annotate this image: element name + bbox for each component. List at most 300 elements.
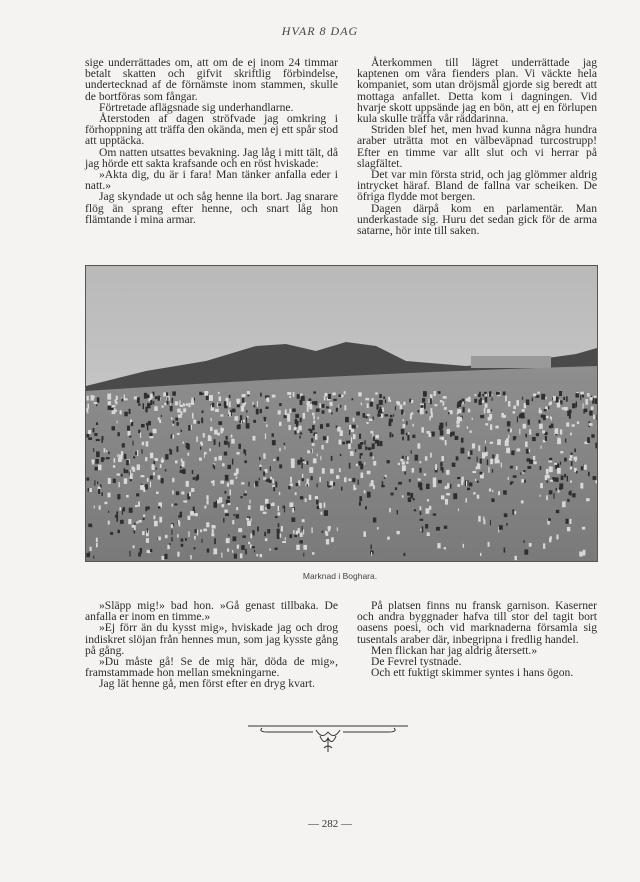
crowd-figure bbox=[455, 436, 459, 440]
crowd-figure bbox=[243, 535, 246, 537]
crowd-figure bbox=[283, 506, 285, 509]
crowd-figure bbox=[292, 408, 296, 411]
crowd-figure bbox=[497, 439, 501, 445]
crowd-figure bbox=[522, 409, 525, 412]
crowd-figure bbox=[397, 510, 398, 514]
crowd-figure bbox=[556, 510, 559, 513]
crowd-figure bbox=[457, 484, 460, 487]
crowd-figure bbox=[145, 407, 147, 413]
crowd-figure bbox=[232, 550, 233, 553]
crowd-figure bbox=[305, 498, 307, 502]
crowd-figure bbox=[546, 416, 549, 418]
crowd-figure bbox=[172, 391, 175, 395]
crowd-figure bbox=[133, 545, 135, 548]
crowd-figure bbox=[470, 450, 472, 455]
crowd-figure bbox=[517, 416, 518, 422]
crowd-figure bbox=[351, 437, 352, 443]
crowd-figure bbox=[126, 495, 129, 497]
crowd-figure bbox=[589, 423, 593, 426]
crowd-figure bbox=[224, 491, 226, 494]
crowd-figure bbox=[359, 434, 361, 439]
crowd-figure bbox=[144, 393, 147, 399]
crowd-figure bbox=[478, 516, 481, 522]
crowd-figure bbox=[339, 468, 341, 472]
crowd-figure bbox=[204, 452, 207, 455]
crowd-figure bbox=[207, 548, 210, 552]
crowd-figure bbox=[466, 481, 467, 486]
crowd-figure bbox=[259, 456, 261, 460]
crowd-figure bbox=[192, 413, 194, 419]
crowd-figure bbox=[502, 415, 506, 418]
crowd-figure bbox=[508, 435, 509, 438]
crowd-figure bbox=[446, 422, 447, 427]
crowd-figure bbox=[241, 482, 244, 484]
crowd-figure bbox=[197, 474, 199, 479]
crowd-figure bbox=[469, 431, 471, 433]
crowd-figure bbox=[285, 537, 286, 540]
crowd-figure bbox=[217, 499, 221, 503]
crowd-figure bbox=[501, 463, 502, 468]
crowd-figure bbox=[164, 554, 167, 559]
crowd-figure bbox=[94, 480, 95, 485]
crowd-figure bbox=[472, 471, 476, 473]
crowd-figure bbox=[480, 553, 481, 556]
crowd-figure bbox=[377, 527, 378, 530]
crowd-figure bbox=[158, 396, 161, 401]
crowd-figure bbox=[353, 418, 355, 422]
crowd-figure bbox=[338, 394, 341, 397]
crowd-figure bbox=[485, 404, 488, 408]
crowd-figure bbox=[456, 456, 459, 460]
crowd-figure bbox=[396, 401, 399, 404]
crowd-figure bbox=[96, 538, 98, 542]
crowd-figure bbox=[447, 483, 450, 488]
crowd-figure bbox=[233, 536, 237, 541]
crowd-figure bbox=[488, 467, 489, 473]
crowd-figure bbox=[123, 507, 125, 511]
crowd-figure bbox=[165, 454, 168, 459]
crowd-figure bbox=[223, 518, 224, 522]
crowd-figure bbox=[206, 522, 209, 527]
crowd-figure bbox=[278, 523, 280, 527]
crowd-figure bbox=[433, 482, 436, 487]
crowd-figure bbox=[224, 441, 228, 445]
crowd-figure bbox=[242, 394, 246, 397]
crowd-figure bbox=[525, 434, 527, 438]
crowd-figure bbox=[422, 398, 425, 402]
crowd-figure bbox=[171, 434, 173, 438]
crowd-figure bbox=[524, 403, 527, 408]
crowd-figure bbox=[143, 403, 144, 409]
market-photograph bbox=[85, 265, 598, 562]
crowd-figure bbox=[289, 396, 291, 398]
crowd-figure bbox=[150, 400, 152, 405]
crowd-figure bbox=[200, 529, 202, 532]
crowd-figure bbox=[201, 539, 202, 543]
crowd-figure bbox=[480, 472, 483, 475]
crowd-figure bbox=[297, 460, 300, 465]
crowd-figure bbox=[265, 407, 268, 409]
crowd-figure bbox=[461, 477, 463, 483]
crowd-figure bbox=[487, 459, 488, 465]
crowd-figure bbox=[311, 527, 312, 533]
crowd-figure bbox=[172, 490, 174, 494]
crowd-figure bbox=[190, 511, 194, 516]
crowd-figure bbox=[319, 503, 322, 509]
crowd-figure bbox=[95, 459, 98, 464]
crowd-figure bbox=[275, 482, 277, 488]
crowd-figure bbox=[319, 477, 321, 482]
crowd-figure bbox=[280, 534, 282, 538]
crowd-figure bbox=[384, 475, 386, 477]
crowd-figure bbox=[180, 430, 182, 432]
crowd-figure bbox=[117, 494, 120, 499]
crowd-figure bbox=[495, 458, 497, 463]
crowd-figure bbox=[116, 396, 118, 400]
crowd-figure bbox=[181, 459, 183, 462]
crowd-figure bbox=[138, 502, 140, 507]
crowd-figure bbox=[395, 406, 396, 410]
crowd-figure bbox=[546, 495, 548, 500]
crowd-figure bbox=[390, 415, 393, 418]
crowd-figure bbox=[188, 425, 190, 431]
crowd-figure bbox=[224, 452, 227, 456]
crowd-figure bbox=[467, 488, 470, 491]
crowd-figure bbox=[457, 417, 460, 421]
crowd-figure bbox=[523, 540, 524, 543]
crowd-figure bbox=[587, 393, 590, 396]
crowd-figure bbox=[409, 479, 411, 482]
crowd-figure bbox=[402, 462, 405, 465]
crowd-figure bbox=[87, 404, 88, 409]
crowd-figure bbox=[289, 502, 293, 507]
crowd-figure bbox=[273, 459, 275, 461]
crowd-figure bbox=[539, 424, 543, 429]
crowd-figure bbox=[384, 414, 388, 416]
crowd-figure bbox=[260, 393, 262, 397]
crowd-figure bbox=[316, 408, 320, 412]
crowd-figure bbox=[487, 409, 490, 413]
crowd-figure bbox=[225, 475, 229, 481]
crowd-figure bbox=[360, 463, 363, 469]
crowd-figure bbox=[162, 405, 164, 407]
crowd-figure bbox=[331, 537, 334, 542]
crowd-figure bbox=[365, 398, 369, 400]
crowd-figure bbox=[309, 467, 313, 473]
crowd-figure bbox=[398, 482, 402, 485]
crowd-figure bbox=[564, 474, 566, 477]
crowd-figure bbox=[278, 512, 281, 515]
crowd-figure bbox=[124, 395, 125, 400]
crowd-figure bbox=[284, 443, 286, 445]
crowd-figure bbox=[326, 423, 329, 427]
crowd-figure bbox=[119, 455, 123, 460]
crowd-figure bbox=[516, 466, 518, 470]
crowd-figure bbox=[376, 404, 378, 409]
crowd-figure bbox=[150, 482, 151, 488]
crowd-figure bbox=[402, 465, 406, 471]
crowd-figure bbox=[279, 403, 281, 406]
crowd-figure bbox=[358, 392, 362, 396]
crowd-figure bbox=[365, 446, 366, 451]
crowd-figure bbox=[162, 458, 164, 464]
crowd-figure bbox=[260, 467, 262, 470]
crowd-figure bbox=[289, 409, 291, 413]
crowd-figure bbox=[361, 403, 362, 406]
crowd-figure bbox=[269, 548, 270, 550]
crowd-figure bbox=[433, 513, 436, 515]
crowd-figure bbox=[211, 481, 215, 483]
crowd-figure bbox=[203, 433, 205, 438]
crowd-figure bbox=[513, 406, 516, 410]
crowd-figure bbox=[479, 392, 481, 397]
crowd-figure bbox=[259, 478, 260, 480]
crowd-figure bbox=[180, 466, 182, 468]
crowd-figure bbox=[264, 417, 267, 422]
crowd-figure bbox=[344, 477, 346, 482]
crowd-figure bbox=[390, 400, 391, 402]
crowd-figure bbox=[194, 513, 198, 516]
crowd-figure bbox=[159, 517, 162, 523]
crowd-figure bbox=[363, 531, 366, 536]
crowd-figure bbox=[364, 490, 366, 493]
crowd-figure bbox=[521, 413, 524, 419]
crowd-figure bbox=[572, 424, 575, 426]
crowd-figure bbox=[278, 410, 281, 414]
crowd-figure bbox=[218, 421, 222, 425]
crowd-figure bbox=[221, 553, 222, 558]
crowd-figure bbox=[544, 409, 547, 411]
crowd-figure bbox=[307, 484, 308, 486]
crowd-figure bbox=[147, 394, 150, 398]
paragraph: Återstoden af dagen ströfvade jag omkring i förhoppning att träffa den okända, men ej ett spår stod att upptäcka. bbox=[85, 112, 338, 148]
crowd-figure bbox=[108, 521, 110, 525]
crowd-figure bbox=[108, 511, 109, 513]
crowd-figure bbox=[248, 505, 251, 509]
crowd-figure bbox=[245, 450, 246, 456]
crowd-figure bbox=[523, 424, 527, 429]
crowd-figure bbox=[420, 488, 423, 490]
crowd-figure bbox=[549, 490, 553, 494]
crowd-figure bbox=[180, 405, 183, 407]
crowd-figure bbox=[485, 452, 487, 456]
crowd-figure bbox=[138, 553, 141, 557]
crowd-figure bbox=[387, 537, 389, 540]
crowd-figure bbox=[93, 556, 94, 559]
crowd-figure bbox=[156, 492, 159, 494]
crowd-figure bbox=[137, 399, 139, 402]
crowd-figure bbox=[246, 423, 250, 428]
crowd-figure bbox=[397, 531, 400, 534]
crowd-figure bbox=[450, 432, 452, 437]
crowd-figure bbox=[130, 473, 133, 479]
crowd-figure bbox=[214, 439, 216, 445]
crowd-figure bbox=[350, 451, 354, 456]
crowd-figure bbox=[566, 422, 569, 426]
crowd-figure bbox=[182, 461, 185, 467]
crowd-figure bbox=[208, 436, 212, 441]
crowd-figure bbox=[247, 521, 251, 526]
crowd-figure bbox=[98, 489, 100, 494]
crowd-figure bbox=[567, 476, 568, 481]
crowd-figure bbox=[548, 518, 551, 520]
crowd-figure bbox=[340, 454, 342, 456]
crowd-figure bbox=[238, 528, 242, 532]
crowd-figure bbox=[480, 459, 482, 464]
crowd-figure bbox=[406, 461, 408, 464]
crowd-figure bbox=[477, 463, 480, 469]
crowd-figure bbox=[475, 394, 477, 396]
crowd-figure bbox=[359, 502, 361, 506]
crowd-figure bbox=[570, 455, 573, 458]
crowd-figure bbox=[172, 478, 174, 482]
page-number: — 282 — bbox=[308, 818, 352, 830]
crowd-figure bbox=[533, 461, 536, 464]
crowd-figure bbox=[206, 500, 208, 504]
crowd-figure bbox=[561, 475, 564, 479]
crowd-figure bbox=[121, 474, 123, 477]
crowd-figure bbox=[389, 508, 391, 512]
crowd-figure bbox=[426, 484, 430, 489]
crowd-figure bbox=[588, 472, 590, 476]
crowd-figure bbox=[165, 535, 168, 538]
crowd-figure bbox=[319, 403, 321, 408]
crowd-figure bbox=[553, 396, 556, 401]
crowd-figure bbox=[339, 440, 342, 445]
crowd-figure bbox=[520, 473, 521, 475]
crowd-figure bbox=[197, 529, 198, 535]
crowd-figure bbox=[420, 519, 424, 521]
crowd-figure bbox=[570, 433, 572, 436]
crowd-figure bbox=[213, 464, 215, 467]
crowd-figure bbox=[263, 453, 265, 459]
crowd-figure bbox=[266, 424, 268, 427]
crowd-figure bbox=[435, 464, 437, 470]
crowd-figure bbox=[367, 492, 371, 498]
crowd-figure bbox=[175, 401, 178, 405]
crowd-figure bbox=[252, 530, 254, 535]
crowd-figure bbox=[275, 548, 278, 550]
crowd-figure bbox=[321, 512, 323, 515]
crowd-figure bbox=[532, 397, 533, 401]
crowd-figure bbox=[472, 418, 473, 420]
running-header: HVAR 8 DAG bbox=[281, 24, 359, 38]
crowd-figure bbox=[411, 400, 414, 403]
crowd-figure bbox=[121, 398, 123, 401]
crowd-figure bbox=[581, 466, 584, 470]
crowd-figure bbox=[291, 517, 295, 522]
crowd-figure bbox=[180, 512, 182, 517]
crowd-figure bbox=[430, 453, 432, 458]
crowd-figure bbox=[217, 402, 218, 407]
crowd-figure bbox=[260, 554, 262, 557]
crowd-figure bbox=[465, 498, 467, 502]
crowd-figure bbox=[284, 415, 287, 418]
crowd-figure bbox=[548, 406, 549, 409]
crowd-figure bbox=[116, 511, 118, 516]
crowd-figure bbox=[549, 466, 553, 472]
crowd-figure bbox=[174, 503, 177, 505]
crowd-figure bbox=[371, 398, 373, 401]
crowd-figure bbox=[227, 548, 229, 551]
crowd-figure bbox=[150, 394, 153, 399]
crowd-figure bbox=[219, 442, 220, 447]
crowd-figure bbox=[303, 529, 304, 534]
crowd-figure bbox=[233, 514, 234, 516]
crowd-figure bbox=[271, 503, 275, 506]
crowd-figure bbox=[227, 483, 229, 487]
crowd-figure bbox=[382, 407, 384, 411]
paragraph: Återkommen till lägret underrättade jag kaptenen om våra fienders plan. Vi väckte hela kompaniet, som utan dröjsmål gjorde sig beredt att mottaga anfallet. Detta kom i dagningen. Vid hvarje skott uppsände jag en bön, att ej en förlupen kula skulle träffa vår räddarinna. bbox=[357, 56, 597, 126]
crowd-figure bbox=[220, 481, 224, 484]
crowd-figure bbox=[136, 521, 138, 523]
crowd-figure bbox=[383, 396, 385, 398]
crowd-figure bbox=[304, 461, 306, 464]
crowd-figure bbox=[348, 443, 351, 449]
crowd-figure bbox=[177, 534, 178, 537]
crowd-figure bbox=[514, 556, 516, 560]
crowd-figure bbox=[260, 409, 262, 413]
crowd-figure bbox=[419, 461, 421, 463]
crowd-figure bbox=[379, 441, 382, 446]
crowd-figure bbox=[240, 496, 242, 498]
crowd-figure bbox=[496, 460, 500, 464]
crowd-figure bbox=[285, 409, 287, 415]
crowd-figure bbox=[152, 464, 155, 470]
crowd-figure bbox=[213, 548, 217, 554]
paragraph: Jag lät henne gå, men först efter en dryg kvart. bbox=[99, 677, 316, 691]
crowd-figure bbox=[264, 532, 266, 536]
crowd-figure bbox=[89, 488, 92, 492]
crowd-figure bbox=[171, 524, 173, 528]
crowd-figure bbox=[296, 545, 300, 550]
crowd-figure bbox=[300, 418, 302, 423]
crowd-figure bbox=[468, 451, 470, 455]
crowd-figure bbox=[131, 422, 133, 426]
crowd-figure bbox=[513, 475, 517, 478]
crowd-figure bbox=[411, 450, 412, 453]
crowd-figure bbox=[97, 397, 100, 402]
crowd-figure bbox=[194, 536, 196, 540]
crowd-figure bbox=[224, 510, 227, 513]
crowd-figure bbox=[529, 543, 532, 547]
crowd-figure bbox=[557, 468, 561, 474]
crowd-figure bbox=[546, 475, 550, 478]
crowd-figure bbox=[445, 440, 447, 445]
crowd-figure bbox=[106, 450, 107, 452]
crowd-figure bbox=[209, 395, 213, 401]
crowd-figure bbox=[257, 401, 258, 407]
crowd-figure bbox=[467, 426, 468, 428]
crowd-figure bbox=[272, 440, 276, 445]
crowd-figure bbox=[434, 391, 436, 396]
crowd-figure bbox=[499, 525, 503, 529]
crowd-figure bbox=[431, 413, 433, 418]
crowd-figure bbox=[377, 414, 381, 417]
crowd-figure bbox=[505, 396, 507, 402]
crowd-figure bbox=[585, 399, 587, 405]
crowd-figure bbox=[379, 394, 382, 398]
crowd-figure bbox=[549, 402, 551, 405]
crowd-figure bbox=[402, 495, 404, 497]
crowd-figure bbox=[336, 408, 338, 412]
crowd-figure bbox=[538, 420, 540, 424]
crowd-figure bbox=[545, 436, 547, 441]
crowd-figure bbox=[540, 495, 541, 497]
crowd-figure bbox=[303, 461, 304, 463]
crowd-figure bbox=[277, 534, 280, 539]
crowd-figure bbox=[429, 506, 431, 510]
